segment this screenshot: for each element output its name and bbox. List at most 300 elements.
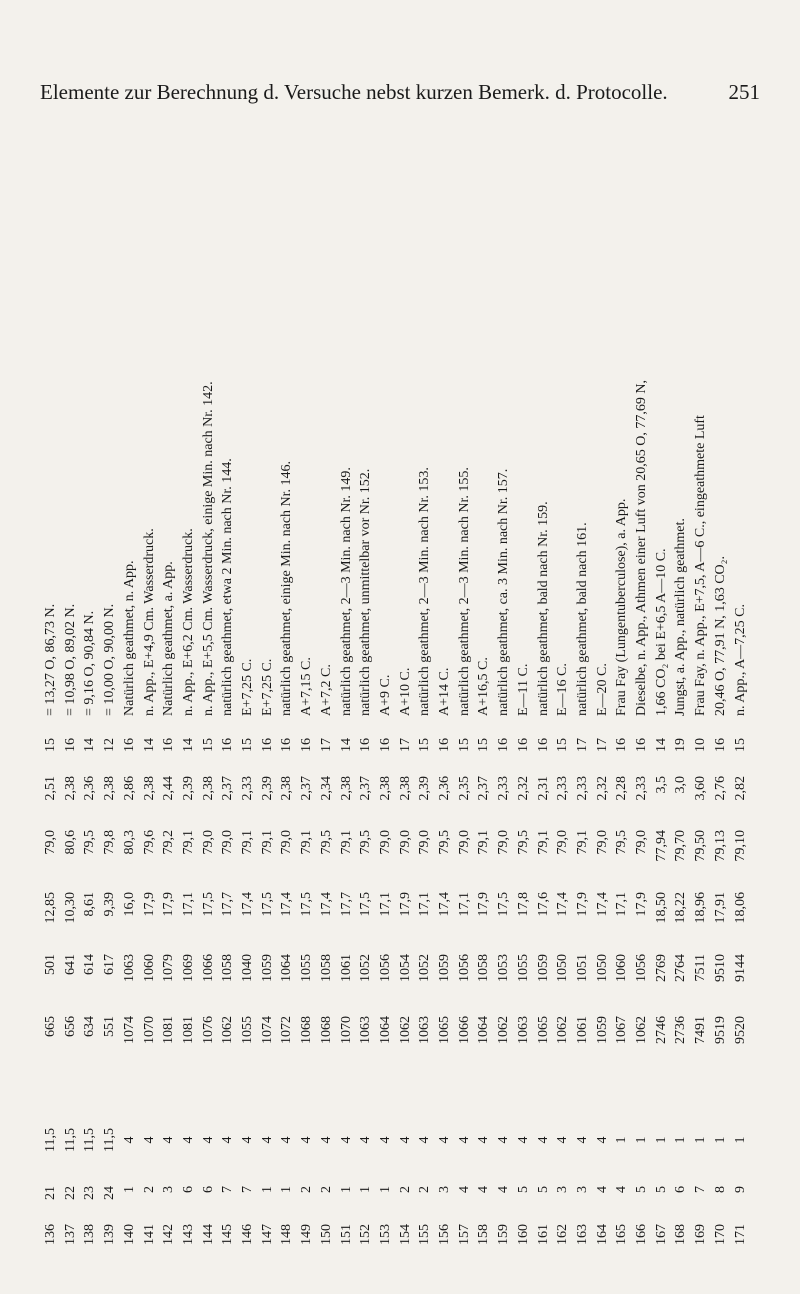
cell-date: 7: [220, 1186, 236, 1193]
cell-time: 4: [594, 1136, 610, 1144]
cell-time: 1: [673, 1136, 689, 1144]
cell-date: 2: [318, 1186, 334, 1193]
cell-f: 16: [437, 738, 452, 752]
cell-f: 19: [673, 738, 689, 752]
cell-time: 4: [456, 1136, 472, 1144]
cell-date: 3: [437, 1186, 452, 1193]
cell-time: 4: [200, 1136, 216, 1144]
cell-a: 1067: [614, 1016, 630, 1044]
cell-e: 2,36: [82, 776, 98, 801]
cell-a: 1068: [299, 1016, 315, 1044]
cell-date: 2: [397, 1186, 413, 1193]
cell-time: 4: [535, 1136, 551, 1144]
cell-date: 1: [338, 1186, 354, 1193]
cell-time: 4: [240, 1136, 255, 1144]
cell-c: 17,9: [476, 892, 492, 917]
cell-a: 551: [102, 1016, 118, 1037]
cell-e: 2,36: [437, 776, 452, 801]
cell-note: n. App., E+6,2 Cm. Wasserdruck.: [180, 528, 196, 716]
cell-a: 1061: [574, 1016, 590, 1044]
cell-nr: 148: [279, 1224, 295, 1245]
cell-b: 501: [43, 954, 58, 975]
cell-d: 79,0: [496, 830, 512, 855]
cell-nr: 162: [555, 1224, 571, 1245]
cell-date: 2: [417, 1186, 433, 1193]
cell-d: 79,8: [102, 830, 118, 855]
cell-note: 20,46 O, 77,91 N, 1,63 CO₂.: [712, 555, 728, 716]
cell-e: 3,5: [653, 776, 669, 794]
cell-c: 17,4: [279, 892, 295, 917]
table-row: [178, 130, 200, 1270]
cell-date: 22: [62, 1186, 78, 1200]
cell-a: 1066: [456, 1016, 472, 1044]
cell-f: 17: [318, 738, 334, 752]
table-row: [592, 130, 614, 1270]
cell-date: 6: [200, 1186, 216, 1193]
table-row: [651, 130, 673, 1270]
cell-date: 8: [712, 1186, 728, 1193]
cell-time: 1: [732, 1136, 748, 1144]
cell-a: 1055: [240, 1016, 255, 1044]
cell-c: 17,1: [456, 892, 472, 917]
cell-b: 1058: [220, 954, 236, 982]
cell-date: 4: [594, 1186, 610, 1193]
cell-f: 14: [82, 738, 98, 752]
cell-date: 1: [358, 1186, 374, 1193]
cell-note: natürlich geathmet, einige Min. nach Nr. 146.: [279, 460, 295, 716]
table-row: [533, 130, 555, 1270]
cell-c: 18,06: [732, 892, 748, 924]
cell-date: 1: [259, 1186, 275, 1193]
table-row: [60, 130, 82, 1270]
table-row: [454, 130, 476, 1270]
cell-d: 79,0: [417, 830, 433, 855]
cell-nr: 155: [417, 1224, 433, 1245]
cell-d: 79,0: [456, 830, 472, 855]
cell-a: 1063: [515, 1016, 531, 1044]
cell-f: 16: [377, 738, 393, 752]
cell-time: 11,5: [102, 1128, 118, 1152]
cell-date: 7: [693, 1186, 709, 1193]
cell-date: 3: [161, 1186, 177, 1193]
cell-c: 17,9: [634, 892, 649, 917]
cell-b: 1040: [240, 954, 255, 982]
cell-c: 17,4: [555, 892, 571, 917]
cell-b: 1058: [476, 954, 492, 982]
cell-nr: 170: [712, 1224, 728, 1245]
table-row: [257, 130, 279, 1270]
cell-date: 23: [82, 1186, 98, 1200]
cell-e: 2,38: [338, 776, 354, 801]
cell-c: 17,1: [180, 892, 196, 917]
cell-e: 2,51: [43, 776, 58, 801]
cell-e: 3,60: [693, 776, 709, 801]
cell-note: = 9,16 O, 90,84 N.: [82, 610, 98, 716]
cell-d: 80,3: [121, 830, 137, 855]
table-row: [40, 130, 62, 1270]
cell-c: 17,9: [574, 892, 590, 917]
cell-nr: 151: [338, 1224, 354, 1245]
cell-a: 1062: [634, 1016, 649, 1044]
cell-date: 5: [535, 1186, 551, 1193]
cell-note: Natürlich geathmet, n. App.: [121, 560, 137, 716]
cell-b: 1060: [141, 954, 157, 982]
table-row: [139, 130, 161, 1270]
cell-note: A+16,5 C.: [476, 657, 492, 716]
cell-nr: 158: [476, 1224, 492, 1245]
cell-f: 15: [417, 738, 433, 752]
cell-nr: 171: [732, 1224, 748, 1245]
cell-time: 4: [437, 1136, 452, 1144]
cell-e: 2,38: [397, 776, 413, 801]
cell-time: 1: [634, 1136, 649, 1144]
cell-b: 1055: [299, 954, 315, 982]
cell-a: 9520: [732, 1016, 748, 1044]
cell-a: 1065: [437, 1016, 452, 1044]
cell-nr: 160: [515, 1224, 531, 1245]
cell-a: 1063: [358, 1016, 374, 1044]
cell-a: 9519: [712, 1016, 728, 1044]
page-title: Elemente zur Berechnung d. Versuche nebst kurzen Bemerk. d. Protocolle.: [40, 80, 668, 104]
cell-note: E+7,25 C.: [240, 658, 255, 716]
cell-note: Dieselbe, n. App., Athmen einer Luft von 20,65 O, 77,69 N,: [634, 380, 649, 716]
cell-e: 3,0: [673, 776, 689, 794]
cell-c: 17,91: [712, 892, 728, 924]
cell-d: 79,5: [515, 830, 531, 855]
cell-date: 3: [574, 1186, 590, 1193]
table-row: [552, 130, 574, 1270]
cell-a: 1070: [141, 1016, 157, 1044]
cell-a: 1062: [555, 1016, 571, 1044]
cell-c: 17,7: [338, 892, 354, 917]
cell-b: 641: [62, 954, 78, 975]
cell-time: 4: [338, 1136, 354, 1144]
cell-note: = 10,98 O, 89,02 N.: [62, 603, 78, 716]
cell-note: Natürlich geathmet, a. App.: [161, 561, 177, 716]
cell-f: 14: [653, 738, 669, 752]
cell-a: 1062: [397, 1016, 413, 1044]
cell-a: 1062: [220, 1016, 236, 1044]
cell-c: 17,7: [220, 892, 236, 917]
cell-time: 4: [476, 1136, 492, 1144]
cell-d: 79,0: [43, 830, 58, 855]
cell-nr: 149: [299, 1224, 315, 1245]
cell-d: 79,1: [338, 830, 354, 855]
cell-nr: 150: [318, 1224, 334, 1245]
cell-d: 79,5: [437, 830, 452, 855]
cell-d: 79,2: [161, 830, 177, 855]
cell-nr: 167: [653, 1224, 669, 1245]
cell-time: 1: [693, 1136, 709, 1144]
cell-e: 2,33: [574, 776, 590, 801]
cell-c: 17,5: [200, 892, 216, 917]
cell-note: natürlich geathmet, 2—3 Min. nach Nr. 155.: [456, 467, 472, 716]
cell-nr: 163: [574, 1224, 590, 1245]
cell-d: 79,0: [220, 830, 236, 855]
cell-note: Frau Fay, n. App., E+7,5, A—6 C., eingeathmete Luft: [693, 415, 709, 716]
cell-nr: 142: [161, 1224, 177, 1245]
cell-f: 14: [338, 738, 354, 752]
cell-date: 1: [279, 1186, 295, 1193]
cell-nr: 138: [82, 1224, 98, 1245]
cell-e: 2,34: [318, 776, 334, 801]
cell-time: 4: [161, 1136, 177, 1144]
table-row: [572, 130, 594, 1270]
cell-time: 4: [141, 1136, 157, 1144]
cell-nr: 146: [240, 1224, 255, 1245]
cell-note: = 10,00 O, 90,00 N.: [102, 603, 118, 716]
cell-d: 79,0: [634, 830, 649, 855]
cell-nr: 152: [358, 1224, 374, 1245]
page-number: 251: [728, 80, 760, 104]
cell-e: 2,35: [456, 776, 472, 801]
cell-a: 2736: [673, 1016, 689, 1044]
cell-d: 79,1: [299, 830, 315, 855]
cell-f: 15: [200, 738, 216, 752]
cell-b: 1059: [535, 954, 551, 982]
cell-b: 2769: [653, 954, 669, 982]
cell-f: 16: [358, 738, 374, 752]
cell-f: 16: [515, 738, 531, 752]
cell-d: 79,0: [279, 830, 295, 855]
table-row: [296, 130, 318, 1270]
cell-b: 614: [82, 954, 98, 975]
cell-b: 1079: [161, 954, 177, 982]
cell-d: 79,13: [712, 830, 728, 862]
cell-f: 16: [535, 738, 551, 752]
cell-time: 4: [515, 1136, 531, 1144]
cell-e: 2,33: [555, 776, 571, 801]
cell-nr: 166: [634, 1224, 649, 1245]
cell-d: 79,6: [141, 830, 157, 855]
cell-b: 1069: [180, 954, 196, 982]
cell-c: 18,50: [653, 892, 669, 924]
table-row: [690, 130, 712, 1270]
cell-c: 18,96: [693, 892, 709, 924]
cell-time: 11,5: [43, 1128, 58, 1152]
cell-date: 2: [141, 1186, 157, 1193]
cell-e: 2,37: [358, 776, 374, 801]
cell-f: 14: [180, 738, 196, 752]
cell-note: E+7,25 C.: [259, 658, 275, 716]
cell-b: 9510: [712, 954, 728, 982]
cell-b: 1056: [377, 954, 393, 982]
cell-nr: 169: [693, 1224, 709, 1245]
table-row: [414, 130, 436, 1270]
cell-time: 4: [496, 1136, 512, 1144]
cell-e: 2,28: [614, 776, 630, 801]
cell-d: 79,0: [377, 830, 393, 855]
cell-f: 16: [712, 738, 728, 752]
table-row: [710, 130, 732, 1270]
cell-e: 2,37: [476, 776, 492, 801]
cell-a: 656: [62, 1016, 78, 1037]
cell-c: 8,61: [82, 892, 98, 917]
cell-e: 2,86: [121, 776, 137, 801]
cell-date: 5: [653, 1186, 669, 1193]
cell-c: 17,1: [417, 892, 433, 917]
cell-e: 2,33: [634, 776, 649, 801]
cell-e: 2,37: [299, 776, 315, 801]
cell-e: 2,82: [732, 776, 748, 801]
cell-f: 16: [299, 738, 315, 752]
cell-a: 2746: [653, 1016, 669, 1044]
cell-b: 1060: [614, 954, 630, 982]
cell-a: 1064: [377, 1016, 393, 1044]
cell-a: 1081: [180, 1016, 196, 1044]
cell-f: 16: [62, 738, 78, 752]
cell-c: 17,4: [318, 892, 334, 917]
cell-time: 4: [397, 1136, 413, 1144]
cell-b: 1050: [594, 954, 610, 982]
cell-e: 2,76: [712, 776, 728, 801]
cell-d: 79,1: [240, 830, 255, 855]
table-row: [375, 130, 397, 1270]
table-row: [473, 130, 495, 1270]
cell-nr: 153: [377, 1224, 393, 1245]
cell-note: A+14 C.: [437, 667, 452, 716]
cell-c: 17,9: [141, 892, 157, 917]
cell-time: 4: [279, 1136, 295, 1144]
cell-c: 10,30: [62, 892, 78, 924]
cell-f: 16: [634, 738, 649, 752]
cell-note: E—11 C.: [515, 663, 531, 716]
table-row: [99, 130, 121, 1270]
table-row: [119, 130, 141, 1270]
cell-a: 1064: [476, 1016, 492, 1044]
cell-e: 2,44: [161, 776, 177, 801]
cell-c: 18,22: [673, 892, 689, 924]
cell-c: 17,4: [594, 892, 610, 917]
cell-note: Jungst, a. App., natürlich geathmet.: [673, 518, 689, 716]
cell-time: 4: [555, 1136, 571, 1144]
cell-c: 17,5: [259, 892, 275, 917]
cell-d: 79,1: [259, 830, 275, 855]
cell-date: 4: [614, 1186, 630, 1193]
cell-e: 2,38: [141, 776, 157, 801]
table-row: [316, 130, 338, 1270]
table-row: [611, 130, 633, 1270]
table-row: [631, 130, 653, 1270]
cell-b: 1056: [456, 954, 472, 982]
cell-date: 4: [496, 1186, 512, 1193]
cell-d: 79,5: [318, 830, 334, 855]
cell-f: 15: [476, 738, 492, 752]
cell-d: 79,0: [200, 830, 216, 855]
cell-time: 1: [712, 1136, 728, 1144]
cell-note: natürlich geathmet, unmittelbar vor Nr. 152.: [358, 468, 374, 716]
cell-b: 1058: [318, 954, 334, 982]
cell-note: natürlich geathmet, bald nach 161.: [574, 522, 590, 716]
cell-date: 21: [43, 1186, 58, 1200]
table-row: [276, 130, 298, 1270]
rotated-table: [40, 130, 760, 1270]
cell-b: 1053: [496, 954, 512, 982]
cell-nr: 139: [102, 1224, 118, 1245]
table-row: [158, 130, 180, 1270]
cell-nr: 144: [200, 1224, 216, 1245]
cell-d: 79,1: [476, 830, 492, 855]
cell-d: 77,94: [653, 830, 669, 862]
cell-date: 4: [456, 1186, 472, 1193]
cell-nr: 159: [496, 1224, 512, 1245]
cell-time: 4: [574, 1136, 590, 1144]
cell-note: n. App., E+4,9 Cm. Wasserdruck.: [141, 528, 157, 716]
cell-d: 79,1: [574, 830, 590, 855]
cell-nr: 168: [673, 1224, 689, 1245]
cell-b: 1056: [634, 954, 649, 982]
cell-c: 17,1: [614, 892, 630, 917]
cell-time: 4: [358, 1136, 374, 1144]
cell-nr: 156: [437, 1224, 452, 1245]
cell-b: 1066: [200, 954, 216, 982]
cell-b: 1051: [574, 954, 590, 982]
cell-a: 665: [43, 1016, 58, 1037]
cell-note: A+7,15 C.: [299, 657, 315, 716]
cell-note: natürlich geathmet, 2—3 Min. nach Nr. 149.: [338, 467, 354, 716]
cell-date: 4: [476, 1186, 492, 1193]
cell-f: 17: [574, 738, 590, 752]
cell-time: 1: [614, 1136, 630, 1144]
cell-nr: 164: [594, 1224, 610, 1245]
cell-a: 1062: [496, 1016, 512, 1044]
cell-note: natürlich geathmet, bald nach Nr. 159.: [535, 501, 551, 716]
cell-date: 7: [240, 1186, 255, 1193]
table-row: [493, 130, 515, 1270]
cell-nr: 140: [121, 1224, 137, 1245]
cell-b: 1054: [397, 954, 413, 982]
cell-date: 5: [634, 1186, 649, 1193]
cell-f: 15: [456, 738, 472, 752]
cell-a: 1059: [594, 1016, 610, 1044]
cell-c: 17,4: [437, 892, 452, 917]
cell-d: 79,5: [358, 830, 374, 855]
table-row: [79, 130, 101, 1270]
cell-e: 2,37: [220, 776, 236, 801]
cell-time: 4: [180, 1136, 196, 1144]
cell-note: A+7,2 C.: [318, 664, 334, 716]
cell-time: 4: [318, 1136, 334, 1144]
cell-b: 1052: [358, 954, 374, 982]
table-row: [198, 130, 220, 1270]
cell-c: 9,39: [102, 892, 118, 917]
cell-f: 17: [397, 738, 413, 752]
cell-note: A+9 C.: [377, 674, 393, 716]
cell-a: 1074: [121, 1016, 137, 1044]
cell-time: 1: [653, 1136, 669, 1144]
cell-d: 79,0: [555, 830, 571, 855]
cell-f: 16: [220, 738, 236, 752]
cell-note: natürlich geathmet, 2—3 Min. nach Nr. 153.: [417, 467, 433, 716]
cell-b: 1063: [121, 954, 137, 982]
cell-date: 6: [180, 1186, 196, 1193]
cell-nr: 137: [62, 1224, 78, 1245]
cell-date: 3: [555, 1186, 571, 1193]
cell-b: 1059: [437, 954, 452, 982]
cell-a: 1076: [200, 1016, 216, 1044]
cell-nr: 141: [141, 1224, 157, 1245]
cell-time: 11,5: [62, 1128, 78, 1152]
table-row: [217, 130, 239, 1270]
cell-date: 1: [377, 1186, 393, 1193]
cell-e: 2,32: [515, 776, 531, 801]
cell-f: 16: [161, 738, 177, 752]
cell-note: n. App., E+5,5 Cm. Wasserdruck, einige Min. nach Nr. 142.: [200, 381, 216, 716]
table-row: [355, 130, 377, 1270]
cell-note: natürlich geathmet, ca. 3 Min. nach Nr. 157.: [496, 468, 512, 716]
cell-date: 9: [732, 1186, 748, 1193]
cell-date: 5: [515, 1186, 531, 1193]
